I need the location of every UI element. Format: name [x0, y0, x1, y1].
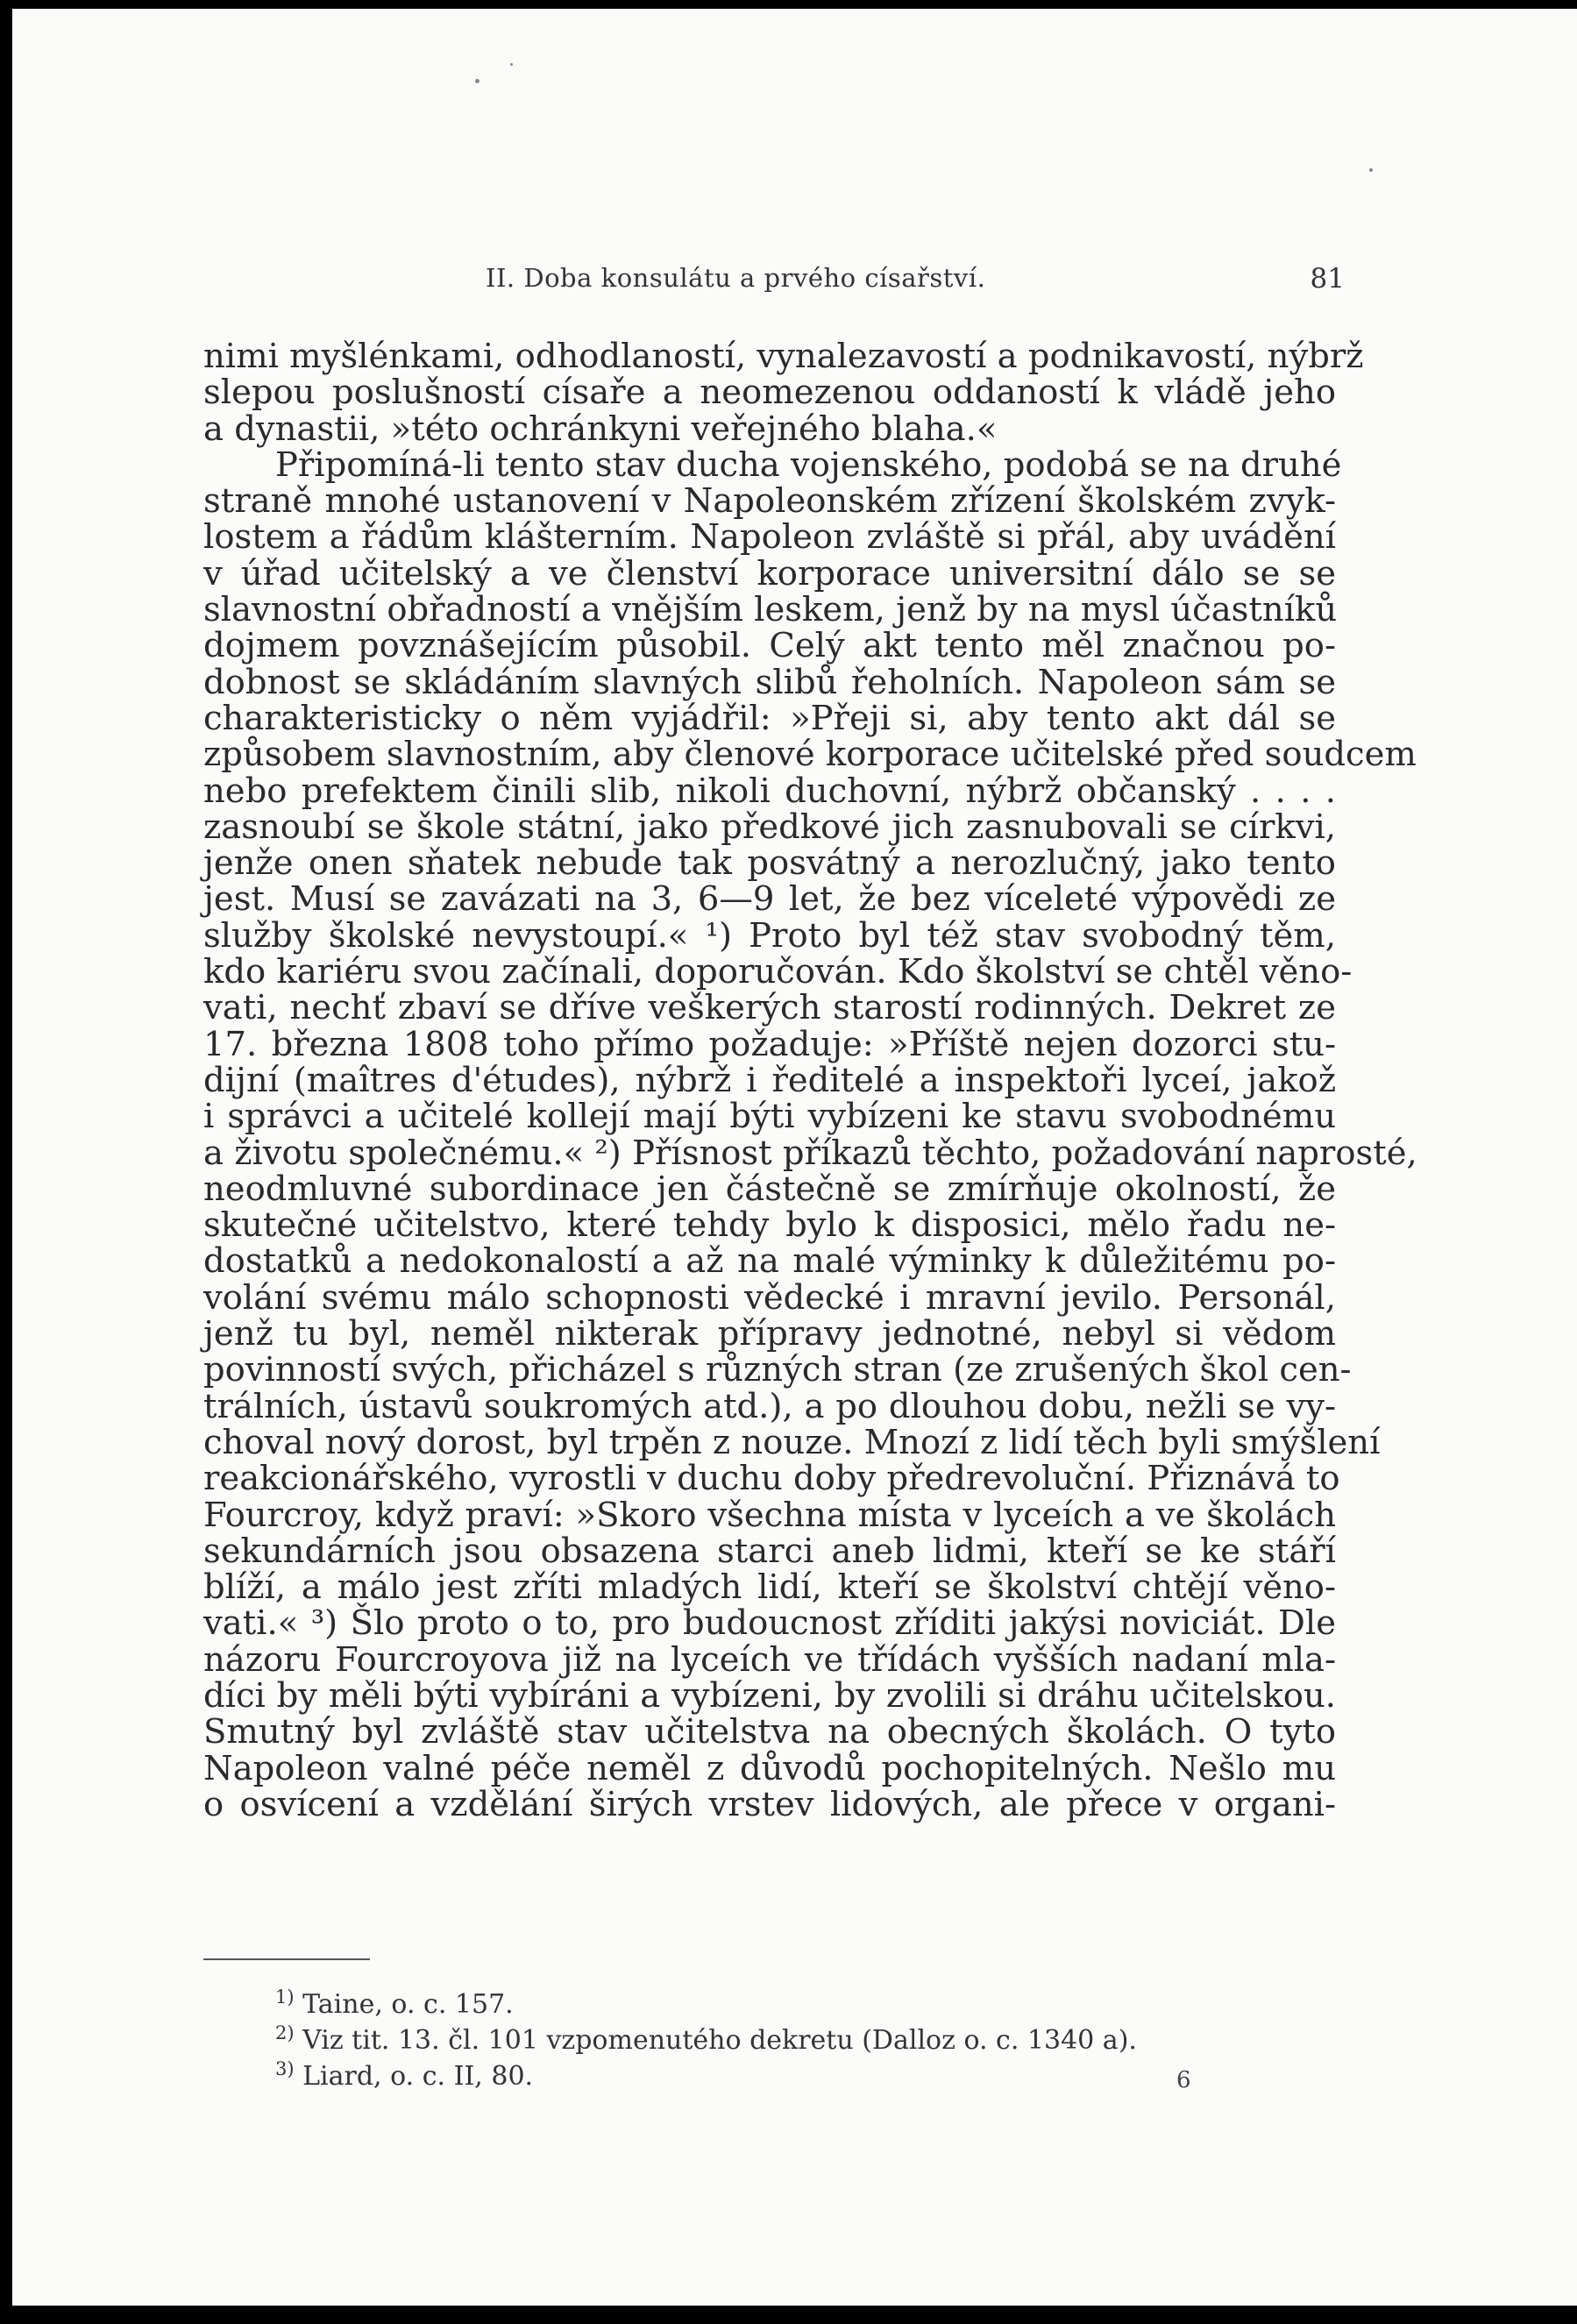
- running-title: II. Doba konsulátu a prvého císařství.: [486, 263, 986, 293]
- text-line: dojmem povznášejícím působil. Celý akt tento měl značnou po-: [203, 626, 1336, 666]
- text-line: nimi myšlénkami, odhodlaností, vynalezavostí a podnikavostí, nýbrž: [203, 337, 1364, 376]
- text-line: v úřad učitelský a ve členství korporace universitní dálo se se: [203, 553, 1336, 593]
- text-line: díci by měli býti vybíráni a vybízeni, by zvolili si dráhu učitelskou.: [203, 1675, 1336, 1716]
- text-line: Fourcroy, když praví: »Skoro všechna místa v lyceích a ve školách: [203, 1495, 1336, 1535]
- text-line: slavnostní obřadností a vnějším leskem, jenž by na mysl účastníků: [203, 590, 1338, 630]
- footnote-mark: 3): [275, 2058, 295, 2079]
- page: [12, 9, 1577, 2306]
- footnote-text: Liard, o. c. II, 80.: [302, 2061, 534, 2092]
- footnote: [275, 2055, 1327, 2091]
- text-line: skutečné učitelstvo, které tehdy bylo k disposici, mělo řadu ne-: [203, 1205, 1336, 1246]
- text-line: vati.« ³) Šlo proto o to, pro budoucnost zříditi jakýsi noviciát. Dle: [203, 1603, 1336, 1644]
- text-line: choval nový dorost, byl trpěn z nouze. Mnozí z lidí těch byli smýšlení: [203, 1422, 1381, 1462]
- text-line: dostatků a nedokonalostí a až na malé výminky k důležitému po-: [203, 1241, 1336, 1282]
- text-line: neodmluvné subordinace jen částečně se zmírňuje okolností, že: [203, 1169, 1336, 1209]
- text-line: Napoleon valné péče neměl z důvodů pochopitelných. Nešlo mu: [203, 1748, 1336, 1788]
- text-line: jenž tu byl, neměl nikterak přípravy jednotné, nebyl si vědom: [203, 1314, 1336, 1354]
- text-line: volání svému málo schopnosti vědecké i mravní jevilo. Personál,: [203, 1277, 1336, 1318]
- text-line: názoru Fourcroyova již na lyceích ve třídách vyšších nadaní mla-: [203, 1639, 1336, 1680]
- text-line: zasnoubí se škole státní, jako předkové jich zasnubovali se církvi,: [203, 807, 1336, 847]
- text-line: 17. března 1808 toho přímo požaduje: »Příště nejen dozorci stu-: [203, 1024, 1336, 1064]
- text-line: blíží, a málo jest zříti mladých lidí, kteří se školství chtějí věno-: [203, 1567, 1336, 1608]
- text-line: dobnost se skládáním slavných slibů řeholních. Napoleon sám se: [203, 662, 1336, 702]
- text-line: způsobem slavnostním, aby členové korporace učitelské před soudcem: [203, 735, 1417, 775]
- page-number: 81: [1310, 263, 1345, 295]
- text-line: i správci a učitelé kollejí mají býti vybízeni ke stavu svobodnému: [203, 1097, 1336, 1137]
- text-line: Připomíná-li tento stav ducha vojenského, podobá se na druhé: [275, 444, 1342, 485]
- text-line: jest. Musí se zavázati na 3, 6—9 let, že bez víceleté výpovědi ze: [203, 879, 1336, 920]
- running-header: [188, 263, 1345, 298]
- footnote: [275, 1983, 1327, 2019]
- text-line: lostem a řádům klášterním. Napoleon zvláště si přál, aby uvádění: [203, 517, 1336, 558]
- text-line: nebo prefektem činili slib, nikoli duchovní, nýbrž občanský . . . .: [203, 771, 1336, 811]
- text-line: charakteristicky o něm vyjádřil: »Přeji si, aby tento akt dál se: [203, 698, 1336, 738]
- text-line: slepou poslušností císaře a neomezenou oddaností k vládě jeho: [203, 373, 1336, 413]
- text-line: jenže onen sňatek nebude tak posvátný a nerozlučný, jako tento: [203, 843, 1336, 884]
- ink-speck: [510, 63, 513, 66]
- ink-speck: [475, 79, 479, 83]
- text-line: služby školské nevystoupí.« ¹) Proto byl též stav svobodný těm,: [203, 915, 1336, 956]
- text-line: sekundárních jsou obsazena starci aneb lidmi, kteří se ke stáří: [203, 1531, 1336, 1571]
- text-line: a dynastii, »této ochránkyni veřejného blaha.«: [203, 409, 998, 449]
- text-line: kdo kariéru svou začínali, doporučován. Kdo školství se chtěl věno-: [203, 952, 1353, 992]
- text-line: Smutný byl zvláště stav učitelstva na obecných školách. O tyto: [203, 1712, 1336, 1752]
- footnote-text: Taine, o. c. 157.: [302, 1989, 514, 2020]
- text-line: trálních, ústavů soukromých atd.), a po dlouhou dobu, nežli se vy-: [203, 1386, 1336, 1426]
- signature-mark: 6: [1176, 2067, 1191, 2093]
- footnotes: [275, 1983, 1327, 2091]
- text-line: dijní (maîtres d'études), nýbrž i ředitelé a inspektoři lyceí, jakož: [203, 1060, 1336, 1100]
- text-line: reakcionářského, vyrostli v duchu doby předrevoluční. Přiznává to: [203, 1459, 1340, 1499]
- ink-speck: [1369, 168, 1373, 172]
- main-text: [203, 337, 1417, 1824]
- footnote: [275, 2019, 1327, 2055]
- text-line: a životu společnému.« ²) Přísnost příkazů těchto, požadování naprosté,: [203, 1133, 1417, 1173]
- text-line: povinností svých, přicházel s různých stran (ze zrušených škol cen-: [203, 1350, 1352, 1390]
- text-line: straně mnohé ustanovení v Napoleonském zřízení školském zvyk-: [203, 481, 1336, 522]
- text-line: o osvícení a vzdělání širých vrstev lidových, ale přece v organi-: [203, 1784, 1336, 1824]
- footnote-text: Viz tit. 13. čl. 101 vzpomenutého dekretu (Dalloz o. c. 1340 a).: [302, 2025, 1137, 2056]
- text-line: vati, nechť zbaví se dříve veškerých starostí rodinných. Dekret ze: [203, 988, 1336, 1028]
- footnote-divider: [203, 1958, 370, 1960]
- footnote-mark: 1): [275, 1986, 295, 2008]
- footnote-mark: 2): [275, 2022, 295, 2043]
